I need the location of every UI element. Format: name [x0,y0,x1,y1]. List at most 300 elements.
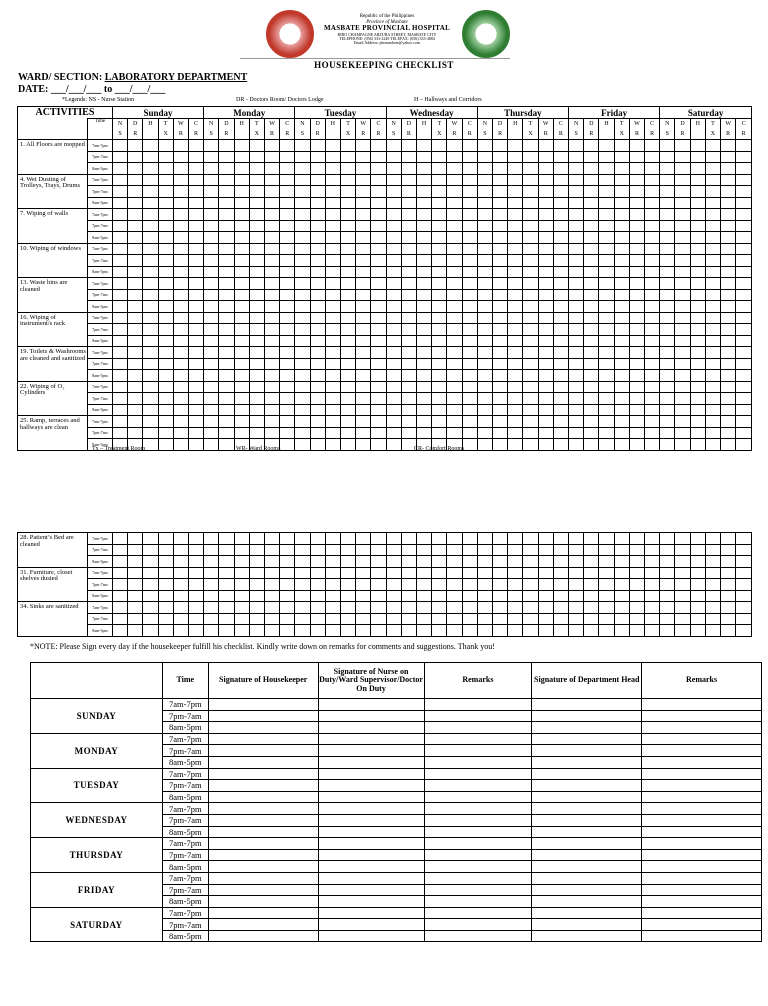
check-cell[interactable] [705,404,720,416]
check-cell[interactable] [675,151,690,163]
check-cell[interactable] [325,602,340,614]
signature-entry-cell[interactable] [318,722,424,734]
check-cell[interactable] [249,186,264,198]
check-cell[interactable] [584,381,599,393]
check-cell[interactable] [173,613,188,625]
check-cell[interactable] [675,347,690,359]
check-cell[interactable] [128,220,143,232]
check-cell[interactable] [416,163,431,175]
check-cell[interactable] [158,625,173,637]
check-cell[interactable] [569,151,584,163]
check-cell[interactable] [386,174,401,186]
check-cell[interactable] [553,416,568,428]
check-cell[interactable] [629,358,644,370]
check-cell[interactable] [356,602,371,614]
check-cell[interactable] [569,312,584,324]
check-cell[interactable] [690,370,705,382]
check-cell[interactable] [310,613,325,625]
check-cell[interactable] [204,416,219,428]
signature-entry-cell[interactable] [424,756,532,768]
check-cell[interactable] [340,312,355,324]
check-cell[interactable] [371,416,386,428]
check-cell[interactable] [234,266,249,278]
check-cell[interactable] [173,416,188,428]
check-cell[interactable] [356,544,371,556]
check-cell[interactable] [523,324,538,336]
check-cell[interactable] [112,266,127,278]
check-cell[interactable] [523,567,538,579]
check-cell[interactable] [569,625,584,637]
check-cell[interactable] [569,556,584,568]
check-cell[interactable] [340,556,355,568]
check-cell[interactable] [234,381,249,393]
check-cell[interactable] [310,602,325,614]
check-cell[interactable] [462,266,477,278]
check-cell[interactable] [264,243,279,255]
check-cell[interactable] [599,255,614,267]
check-cell[interactable] [173,312,188,324]
check-cell[interactable] [690,393,705,405]
check-cell[interactable] [173,186,188,198]
check-cell[interactable] [386,266,401,278]
check-cell[interactable] [690,556,705,568]
check-cell[interactable] [340,613,355,625]
check-cell[interactable] [690,301,705,313]
signature-entry-cell[interactable] [424,826,532,838]
signature-entry-cell[interactable] [642,907,762,919]
check-cell[interactable] [614,602,629,614]
check-cell[interactable] [204,381,219,393]
check-cell[interactable] [538,613,553,625]
check-cell[interactable] [690,335,705,347]
check-cell[interactable] [721,590,736,602]
signature-entry-cell[interactable] [532,838,642,850]
check-cell[interactable] [280,358,295,370]
check-cell[interactable] [310,335,325,347]
check-cell[interactable] [645,358,660,370]
check-cell[interactable] [219,590,234,602]
check-cell[interactable] [234,163,249,175]
check-cell[interactable] [705,544,720,556]
check-cell[interactable] [599,602,614,614]
check-cell[interactable] [660,590,675,602]
check-cell[interactable] [432,174,447,186]
check-cell[interactable] [645,393,660,405]
check-cell[interactable] [477,163,492,175]
check-cell[interactable] [736,427,752,439]
check-cell[interactable] [219,163,234,175]
check-cell[interactable] [538,404,553,416]
check-cell[interactable] [173,301,188,313]
signature-entry-cell[interactable] [424,884,532,896]
check-cell[interactable] [721,625,736,637]
check-cell[interactable] [280,335,295,347]
check-cell[interactable] [584,370,599,382]
check-cell[interactable] [249,232,264,244]
check-cell[interactable] [584,163,599,175]
check-cell[interactable] [447,266,462,278]
check-cell[interactable] [447,255,462,267]
check-cell[interactable] [310,439,325,451]
check-cell[interactable] [188,243,203,255]
check-cell[interactable] [325,232,340,244]
check-cell[interactable] [264,416,279,428]
check-cell[interactable] [538,347,553,359]
check-cell[interactable] [538,381,553,393]
check-cell[interactable] [523,312,538,324]
check-cell[interactable] [188,289,203,301]
check-cell[interactable] [705,556,720,568]
check-cell[interactable] [128,186,143,198]
check-cell[interactable] [538,255,553,267]
check-cell[interactable] [264,232,279,244]
check-cell[interactable] [675,544,690,556]
check-cell[interactable] [432,289,447,301]
check-cell[interactable] [553,370,568,382]
check-cell[interactable] [295,186,310,198]
check-cell[interactable] [660,393,675,405]
check-cell[interactable] [736,312,752,324]
check-cell[interactable] [523,278,538,290]
check-cell[interactable] [371,197,386,209]
check-cell[interactable] [112,301,127,313]
check-cell[interactable] [629,416,644,428]
check-cell[interactable] [249,347,264,359]
check-cell[interactable] [508,533,523,545]
check-cell[interactable] [340,324,355,336]
check-cell[interactable] [447,140,462,152]
check-cell[interactable] [599,567,614,579]
check-cell[interactable] [569,220,584,232]
check-cell[interactable] [705,347,720,359]
check-cell[interactable] [280,301,295,313]
check-cell[interactable] [614,590,629,602]
check-cell[interactable] [188,404,203,416]
check-cell[interactable] [112,544,127,556]
check-cell[interactable] [599,579,614,591]
check-cell[interactable] [492,579,507,591]
check-cell[interactable] [188,393,203,405]
check-cell[interactable] [721,312,736,324]
check-cell[interactable] [295,174,310,186]
check-cell[interactable] [645,556,660,568]
check-cell[interactable] [629,381,644,393]
check-cell[interactable] [462,556,477,568]
check-cell[interactable] [173,140,188,152]
check-cell[interactable] [614,220,629,232]
check-cell[interactable] [371,370,386,382]
check-cell[interactable] [629,324,644,336]
check-cell[interactable] [188,335,203,347]
check-cell[interactable] [234,255,249,267]
check-cell[interactable] [204,544,219,556]
check-cell[interactable] [645,335,660,347]
check-cell[interactable] [401,335,416,347]
check-cell[interactable] [325,625,340,637]
check-cell[interactable] [599,186,614,198]
check-cell[interactable] [538,220,553,232]
check-cell[interactable] [660,416,675,428]
check-cell[interactable] [432,232,447,244]
check-cell[interactable] [325,289,340,301]
check-cell[interactable] [477,625,492,637]
check-cell[interactable] [173,255,188,267]
check-cell[interactable] [645,625,660,637]
check-cell[interactable] [629,151,644,163]
check-cell[interactable] [249,533,264,545]
check-cell[interactable] [219,220,234,232]
check-cell[interactable] [340,370,355,382]
check-cell[interactable] [599,324,614,336]
check-cell[interactable] [401,613,416,625]
check-cell[interactable] [553,324,568,336]
check-cell[interactable] [401,602,416,614]
check-cell[interactable] [569,416,584,428]
check-cell[interactable] [158,232,173,244]
check-cell[interactable] [645,209,660,221]
check-cell[interactable] [280,602,295,614]
check-cell[interactable] [173,324,188,336]
check-cell[interactable] [112,370,127,382]
check-cell[interactable] [447,613,462,625]
check-cell[interactable] [416,209,431,221]
check-cell[interactable] [645,590,660,602]
check-cell[interactable] [660,567,675,579]
check-cell[interactable] [508,243,523,255]
check-cell[interactable] [736,151,752,163]
check-cell[interactable] [705,174,720,186]
check-cell[interactable] [173,544,188,556]
check-cell[interactable] [295,243,310,255]
check-cell[interactable] [416,232,431,244]
check-cell[interactable] [371,140,386,152]
check-cell[interactable] [112,625,127,637]
check-cell[interactable] [340,220,355,232]
check-cell[interactable] [645,567,660,579]
check-cell[interactable] [553,220,568,232]
check-cell[interactable] [705,602,720,614]
check-cell[interactable] [188,312,203,324]
check-cell[interactable] [553,427,568,439]
check-cell[interactable] [234,567,249,579]
check-cell[interactable] [721,197,736,209]
check-cell[interactable] [629,255,644,267]
check-cell[interactable] [234,347,249,359]
check-cell[interactable] [173,602,188,614]
check-cell[interactable] [493,186,508,198]
check-cell[interactable] [204,151,219,163]
check-cell[interactable] [660,209,675,221]
check-cell[interactable] [280,556,295,568]
check-cell[interactable] [128,602,143,614]
check-cell[interactable] [629,427,644,439]
check-cell[interactable] [645,289,660,301]
check-cell[interactable] [721,186,736,198]
signature-entry-cell[interactable] [424,896,532,908]
check-cell[interactable] [538,335,553,347]
check-cell[interactable] [736,347,752,359]
check-cell[interactable] [128,590,143,602]
check-cell[interactable] [401,209,416,221]
check-cell[interactable] [401,579,416,591]
check-cell[interactable] [690,533,705,545]
check-cell[interactable] [325,335,340,347]
check-cell[interactable] [249,163,264,175]
check-cell[interactable] [158,544,173,556]
check-cell[interactable] [143,174,158,186]
check-cell[interactable] [401,197,416,209]
check-cell[interactable] [675,381,690,393]
signature-entry-cell[interactable] [318,826,424,838]
check-cell[interactable] [112,255,127,267]
signature-entry-cell[interactable] [318,803,424,815]
check-cell[interactable] [204,278,219,290]
check-cell[interactable] [128,301,143,313]
check-cell[interactable] [462,427,477,439]
check-cell[interactable] [705,579,720,591]
check-cell[interactable] [371,220,386,232]
check-cell[interactable] [675,174,690,186]
check-cell[interactable] [219,579,234,591]
check-cell[interactable] [188,232,203,244]
check-cell[interactable] [432,358,447,370]
check-cell[interactable] [219,301,234,313]
check-cell[interactable] [371,602,386,614]
check-cell[interactable] [325,151,340,163]
check-cell[interactable] [264,404,279,416]
check-cell[interactable] [416,544,431,556]
check-cell[interactable] [280,544,295,556]
check-cell[interactable] [690,427,705,439]
check-cell[interactable] [356,174,371,186]
check-cell[interactable] [204,220,219,232]
check-cell[interactable] [158,163,173,175]
check-cell[interactable] [128,567,143,579]
check-cell[interactable] [523,209,538,221]
check-cell[interactable] [477,312,492,324]
signature-entry-cell[interactable] [208,872,318,884]
check-cell[interactable] [310,197,325,209]
check-cell[interactable] [401,381,416,393]
check-cell[interactable] [401,243,416,255]
check-cell[interactable] [584,335,599,347]
check-cell[interactable] [705,324,720,336]
check-cell[interactable] [523,174,538,186]
check-cell[interactable] [599,393,614,405]
check-cell[interactable] [584,625,599,637]
check-cell[interactable] [264,140,279,152]
check-cell[interactable] [143,266,158,278]
check-cell[interactable] [584,404,599,416]
check-cell[interactable] [386,324,401,336]
check-cell[interactable] [690,404,705,416]
check-cell[interactable] [432,556,447,568]
check-cell[interactable] [416,556,431,568]
check-cell[interactable] [690,266,705,278]
check-cell[interactable] [249,427,264,439]
signature-entry-cell[interactable] [532,791,642,803]
check-cell[interactable] [158,266,173,278]
check-cell[interactable] [645,533,660,545]
check-cell[interactable] [462,232,477,244]
check-cell[interactable] [295,370,310,382]
signature-entry-cell[interactable] [642,919,762,931]
check-cell[interactable] [280,255,295,267]
check-cell[interactable] [645,197,660,209]
check-cell[interactable] [112,174,127,186]
check-cell[interactable] [736,544,752,556]
check-cell[interactable] [675,312,690,324]
check-cell[interactable] [447,163,462,175]
check-cell[interactable] [401,289,416,301]
check-cell[interactable] [645,613,660,625]
check-cell[interactable] [645,347,660,359]
check-cell[interactable] [432,602,447,614]
check-cell[interactable] [295,381,310,393]
check-cell[interactable] [447,358,462,370]
check-cell[interactable] [599,197,614,209]
check-cell[interactable] [629,243,644,255]
signature-entry-cell[interactable] [424,907,532,919]
check-cell[interactable] [614,404,629,416]
check-cell[interactable] [340,266,355,278]
check-cell[interactable] [705,427,720,439]
check-cell[interactable] [645,324,660,336]
check-cell[interactable] [371,278,386,290]
check-cell[interactable] [143,602,158,614]
check-cell[interactable] [158,278,173,290]
check-cell[interactable] [432,197,447,209]
check-cell[interactable] [447,220,462,232]
check-cell[interactable] [569,602,584,614]
signature-entry-cell[interactable] [208,768,318,780]
check-cell[interactable] [249,393,264,405]
check-cell[interactable] [234,625,249,637]
signature-entry-cell[interactable] [642,745,762,757]
check-cell[interactable] [310,556,325,568]
check-cell[interactable] [188,625,203,637]
check-cell[interactable] [264,151,279,163]
check-cell[interactable] [112,567,127,579]
check-cell[interactable] [219,140,234,152]
check-cell[interactable] [721,151,736,163]
check-cell[interactable] [645,544,660,556]
check-cell[interactable] [204,347,219,359]
check-cell[interactable] [493,197,508,209]
signature-entry-cell[interactable] [532,710,642,722]
check-cell[interactable] [523,590,538,602]
signature-entry-cell[interactable] [424,872,532,884]
check-cell[interactable] [325,358,340,370]
check-cell[interactable] [219,625,234,637]
check-cell[interactable] [234,590,249,602]
check-cell[interactable] [645,427,660,439]
check-cell[interactable] [614,266,629,278]
check-cell[interactable] [447,533,462,545]
check-cell[interactable] [629,590,644,602]
check-cell[interactable] [112,243,127,255]
check-cell[interactable] [432,567,447,579]
check-cell[interactable] [705,255,720,267]
check-cell[interactable] [736,243,752,255]
check-cell[interactable] [553,358,568,370]
check-cell[interactable] [371,556,386,568]
check-cell[interactable] [295,602,310,614]
check-cell[interactable] [553,393,568,405]
check-cell[interactable] [477,140,492,152]
check-cell[interactable] [721,324,736,336]
check-cell[interactable] [249,266,264,278]
